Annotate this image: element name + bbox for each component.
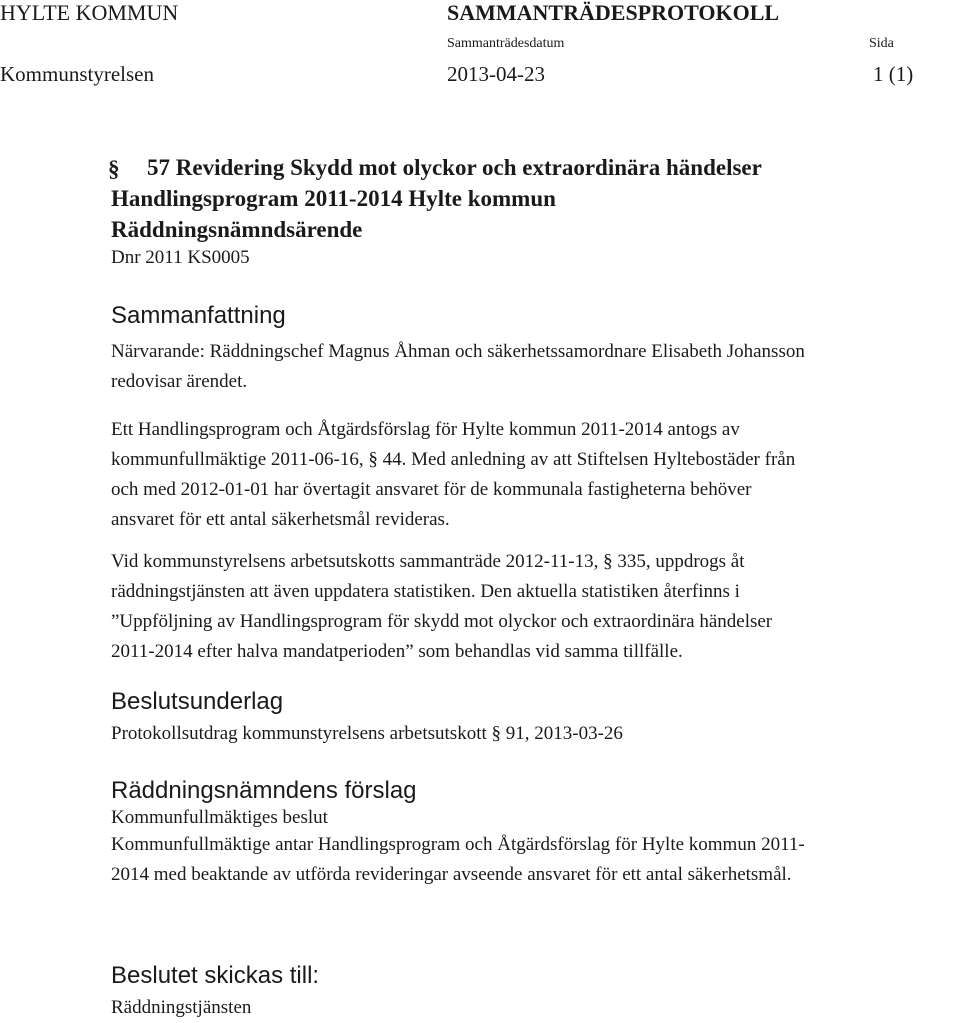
document-title: SAMMANTRÄDESPROTOKOLL [447, 0, 780, 25]
text-line: räddningstjänsten att även uppdatera statistiken. Den aktuella statistiken återfinns i [111, 581, 740, 602]
summary-paragraph-1 [111, 337, 956, 397]
section-symbol: § [108, 156, 120, 181]
text-line: kommunfullmäktige 2011-06-16, § 44. Med anledning av att Stiftelsen Hyltebostäder från [111, 449, 796, 470]
page-label: Sida [869, 36, 894, 51]
page-number: 1 (1) [873, 62, 914, 86]
proposal-subheading [111, 803, 956, 833]
text-line: redovisar ärendet. [111, 371, 248, 392]
text-line: Protokollsutdrag kommunstyrelsens arbetsutskott § 91, 2013-03-26 [111, 723, 623, 744]
decision-basis-text [111, 719, 956, 749]
committee-name: Kommunstyrelsen [0, 62, 154, 86]
summary-paragraph-2 [111, 415, 956, 535]
case-number: Dnr 2011 KS0005 [111, 247, 250, 268]
recipients-list [111, 993, 956, 1023]
item-title-line-2: Handlingsprogram 2011-2014 Hylte kommun [111, 186, 556, 211]
item-title-line-3: Räddningsnämndsärende [111, 217, 363, 242]
text-line: Kommunfullmäktiges beslut [111, 807, 328, 828]
recipient-item: Räddningstjänsten [111, 997, 252, 1018]
meeting-date: 2013-04-23 [447, 62, 545, 86]
meeting-date-label: Sammanträdesdatum [447, 36, 565, 51]
text-line: Kommunfullmäktige antar Handlingsprogram och Åtgärdsförslag för Hylte kommun 2011- [111, 834, 805, 855]
text-line: ”Uppföljning av Handlingsprogram för skydd mot olyckor och extraordinära händelser [111, 611, 773, 632]
text-line: Ett Handlingsprogram och Åtgärdsförslag för Hylte kommun 2011-2014 antogs av [111, 419, 740, 440]
recipients-heading: Beslutet skickas till: [111, 962, 320, 989]
text-line: och med 2012-01-01 har övertagit ansvaret för de kommunala fastigheterna behöver [111, 479, 752, 500]
text-line: 2014 med beaktande av utförda revideringar avseende ansvaret för ett antal säkerhetsmål. [111, 864, 792, 885]
text-line: 2011-2014 efter halva mandatperioden” som behandlas vid samma tillfälle. [111, 641, 683, 662]
text-line: ansvaret för ett antal säkerhetsmål revideras. [111, 509, 450, 530]
proposal-text [111, 830, 956, 890]
proposal-heading: Räddningsnämndens förslag [111, 777, 417, 804]
text-line: Vid kommunstyrelsens arbetsutskotts sammanträde 2012-11-13, § 335, uppdrogs åt [111, 551, 745, 572]
text-line: Närvarande: Räddningschef Magnus Åhman och säkerhetssamordnare Elisabeth Johansson [111, 341, 805, 362]
decision-basis-heading: Beslutsunderlag [111, 688, 284, 715]
item-title-line-1: 57 Revidering Skydd mot olyckor och extraordinära händelser [147, 155, 762, 180]
municipality-name: HYLTE KOMMUN [0, 0, 179, 25]
summary-heading: Sammanfattning [111, 302, 286, 329]
summary-paragraph-3 [111, 547, 956, 667]
